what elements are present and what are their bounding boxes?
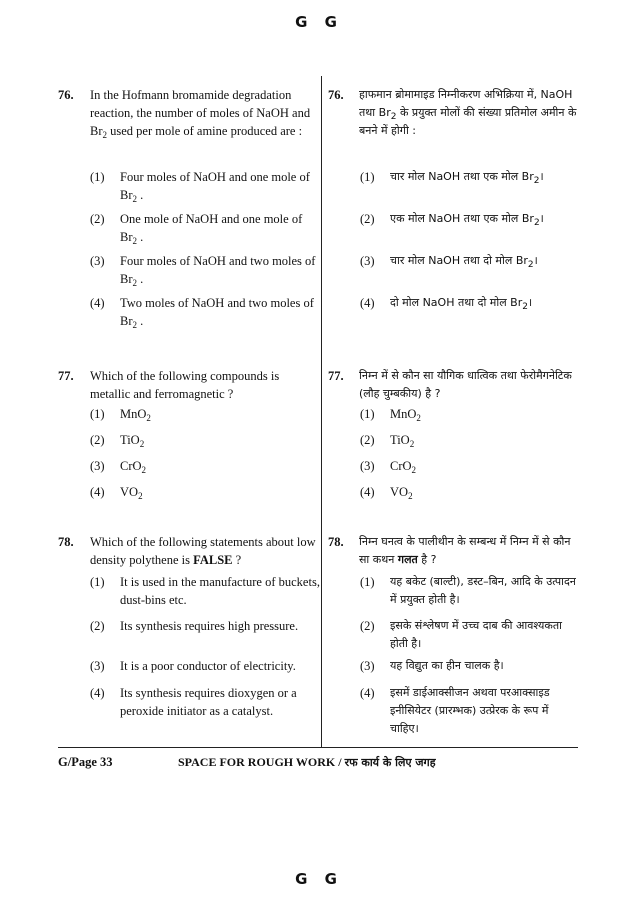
q78-hi-option-1: (1) यह बकेट (बाल्टी), डस्ट–बिन, आदि के उत्पादन में प्रयुक्त होती है।	[360, 575, 576, 606]
q77-hi-option-4: (4) $VO_2$	[360, 485, 413, 501]
q76-hi-option-1: (1) चार मोल NaOH तथा एक मोल $Br_2।$	[360, 170, 544, 186]
q78-en-option-1: (1) It is used in the manufacture of buckets, dust-bins etc.	[90, 575, 320, 607]
footer-rule	[58, 747, 578, 748]
q77-number: 77.	[58, 369, 74, 383]
q77-en-option-3: (3) CrO$_2$	[90, 459, 147, 475]
q77-hi: 77. निम्न में से कौन सा यौगिक धात्विक तथा फेरोमैगनेटिक (लौह चुम्बकीय) है ?	[328, 367, 580, 403]
q78-hi-option-3: (3) यह विद्युत का हीन चालक है।	[360, 659, 504, 673]
q78-hi-text: निम्न घनत्व के पालीथीन के सम्बन्ध में निम्न में से कौन सा कथन गलत है ?	[359, 535, 571, 566]
q78-number: 78.	[58, 535, 74, 549]
q77-en-option-4: (4) $VO_2$	[90, 485, 143, 501]
q76-hi-option-3: (3) चार मोल NaOH तथा दो मोल $Br_2।$	[360, 254, 538, 270]
q77-en-text: Which of the following compounds is metallic and ferromagnetic ?	[90, 369, 280, 401]
q76-number: 76.	[58, 88, 74, 102]
page-number: G/Page 33	[58, 755, 113, 769]
q76-hi-option-2: (2) एक मोल NaOH तथा एक मोल $Br_2।$	[360, 212, 544, 228]
q78-hi-option-4: (4) इसमें डाईआक्सीजन अथवा परआक्साइड इनीसियेटर (प्रारम्भक) उत्प्रेरक के रूप में चाहिए।	[360, 686, 550, 735]
q76-hi: 76. हाफमान ब्रोमामाइड निम्नीकरण अभिक्रिया में, NaOH तथा $Br_2$ के प्रयुक्त मोलों की संख्या प्रतिमोल अमीन के बनने में होगी :	[328, 86, 580, 140]
q77-en-option-1: (1) MnO$_2$	[90, 407, 151, 423]
q76-en-option-3: (3) Four moles of NaOH and two moles of $Br_2$ .	[90, 254, 316, 288]
q76-en-text: In the Hofmann bromamide degradation reaction, the number of moles of NaOH and $Br_2$ used per mole of amine produced are :	[90, 88, 311, 140]
q77-en	[58, 367, 320, 403]
q76-hi-option-4: (4) दो मोल NaOH तथा दो मोल $Br_2।$	[360, 296, 533, 312]
q77-hi-text: निम्न में से कौन सा यौगिक धात्विक तथा फेरोमैगनेटिक (लौह चुम्बकीय) है ?	[359, 369, 572, 400]
q77-hi-option-2: (2) TiO$_2$	[360, 433, 415, 449]
q77-hi-option-1: (1) MnO$_2$	[360, 407, 421, 423]
page-footer: G G	[295, 870, 343, 888]
q76-en	[58, 86, 320, 140]
q76-en-option-1: (1) Four moles of NaOH and one mole of $Br_2$ .	[90, 170, 310, 204]
q78-en	[58, 533, 320, 569]
page-header: G G	[295, 13, 343, 31]
column-divider	[321, 76, 322, 748]
q78-hi-option-2: (2) इसके संश्लेषण में उच्च दाब की आवश्यकता होती है।	[360, 619, 562, 650]
q78-hi: 78. निम्न घनत्व के पालीथीन के सम्बन्ध में निम्न में से कौन सा कथन गलत है ?	[328, 533, 580, 569]
q76-hi-text: हाफमान ब्रोमामाइड निम्नीकरण अभिक्रिया में, NaOH तथा $Br_2$ के प्रयुक्त मोलों की संख्या प्रतिमोल अमीन के बनने में होगी :	[359, 88, 577, 137]
q77-hi-option-3: (3) CrO$_2$	[360, 459, 417, 475]
q78-en-option-4: (4) Its synthesis requires dioxygen or a peroxide initiator as a catalyst.	[90, 686, 297, 718]
q77-en-option-2: (2) TiO$_2$	[90, 433, 145, 449]
q78-en-option-3: (3) It is a poor conductor of electricity.	[90, 659, 296, 673]
q76-en-option-2: (2) One mole of NaOH and one mole of $Br_2$ .	[90, 212, 303, 246]
q78-en-option-2: (2) Its synthesis requires high pressure.	[90, 619, 299, 633]
rough-work-label: SPACE FOR ROUGH WORK / रफ कार्य के लिए जगह	[178, 755, 436, 769]
q78-en-text: Which of the following statements about low density polythene is FALSE ?	[90, 535, 316, 567]
q76-en-option-4: (4) Two moles of NaOH and two moles of $Br_2$ .	[90, 296, 314, 330]
